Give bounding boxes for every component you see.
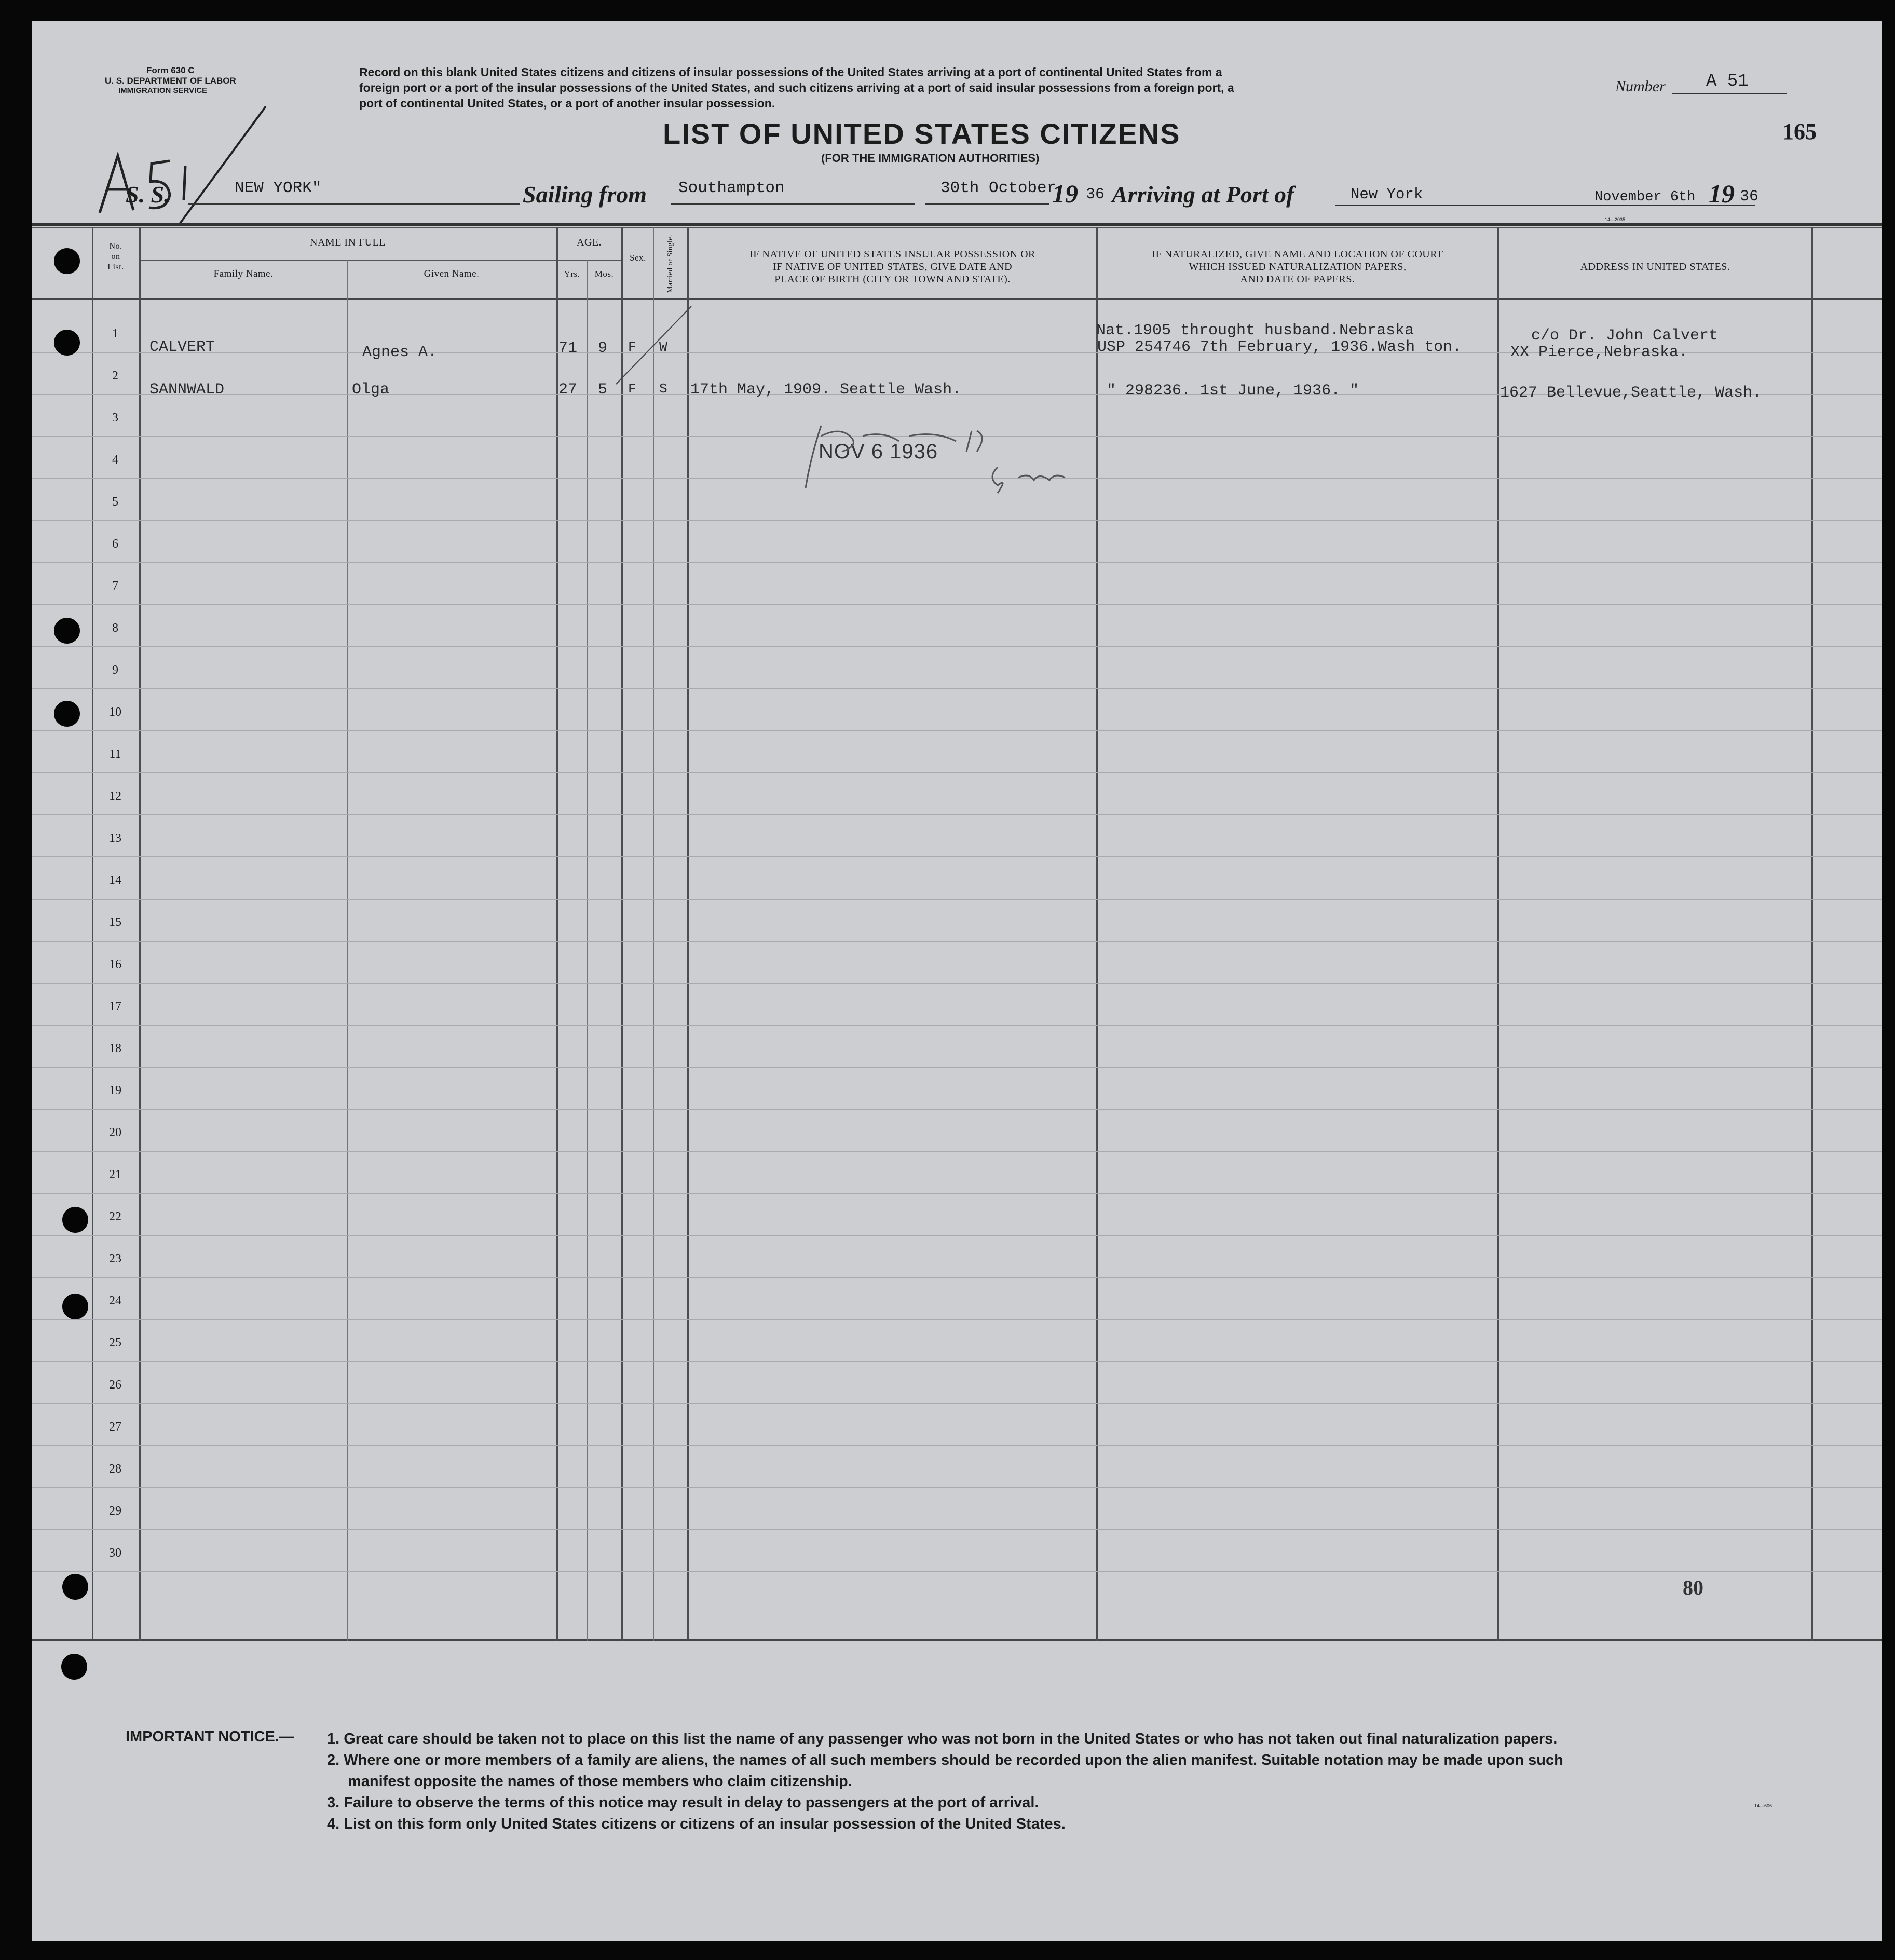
row-rule bbox=[32, 730, 1882, 731]
notice-items bbox=[327, 1728, 1563, 1835]
header-naturalized bbox=[1098, 248, 1497, 285]
header-sex: Sex. bbox=[630, 253, 646, 263]
col-rule bbox=[653, 227, 654, 1641]
header-family-name: Family Name. bbox=[213, 268, 274, 279]
signature-icon bbox=[780, 415, 1091, 519]
header-native bbox=[689, 248, 1096, 285]
age-subrule bbox=[557, 260, 622, 261]
header-married-text bbox=[666, 227, 675, 300]
header-text: IF NATIVE OF UNITED STATES, GIVE DATE AND bbox=[772, 261, 1013, 273]
header-age: AGE. bbox=[576, 237, 602, 248]
row-rule bbox=[32, 899, 1882, 900]
row-number: 12 bbox=[109, 790, 121, 803]
row-number: 10 bbox=[109, 705, 121, 719]
table-bottom-rule bbox=[32, 1639, 1882, 1641]
row-number: 2 bbox=[112, 369, 118, 383]
header-text: or Single. bbox=[666, 234, 674, 266]
manifest-page bbox=[32, 21, 1882, 1941]
row-rule bbox=[32, 1529, 1882, 1530]
col-rule bbox=[556, 227, 558, 1641]
table-top-rule bbox=[32, 223, 1882, 226]
notice-item: manifest opposite the names of those members who claim citizenship. bbox=[348, 1773, 852, 1790]
row2-family-name: SANNWALD bbox=[149, 381, 225, 399]
row-number: 28 bbox=[109, 1462, 121, 1476]
sailing-underline bbox=[671, 203, 915, 205]
row-number: 3 bbox=[112, 411, 118, 425]
row-rule bbox=[32, 562, 1882, 563]
row-rule bbox=[32, 1025, 1882, 1026]
row-rule bbox=[32, 1403, 1882, 1404]
row-rule bbox=[32, 941, 1882, 942]
ship-underline bbox=[188, 203, 520, 205]
row-rule bbox=[32, 646, 1882, 647]
punch-hole bbox=[54, 701, 80, 727]
arrival-year: 36 bbox=[1740, 188, 1759, 206]
row-number: 22 bbox=[109, 1210, 121, 1223]
row2-birth: 17th May, 1909. Seattle Wash. bbox=[690, 381, 962, 399]
row-rule bbox=[32, 1109, 1882, 1110]
notice-item: 3. Failure to observe the terms of this notice may result in delay to passengers at the port of arrival. bbox=[327, 1794, 1039, 1811]
header-address: ADDRESS IN UNITED STATES. bbox=[1580, 261, 1730, 273]
punch-hole bbox=[54, 330, 80, 356]
header-text: on bbox=[111, 252, 120, 261]
row-number: 23 bbox=[109, 1252, 121, 1265]
row2-marital: S bbox=[659, 381, 667, 397]
row-number: 13 bbox=[109, 832, 121, 845]
header-yrs: Yrs. bbox=[564, 269, 580, 279]
header-text: IF NATURALIZED, GIVE NAME AND LOCATION OF COURT bbox=[1152, 249, 1443, 260]
sailing-label: Sailing from bbox=[523, 181, 647, 208]
header-no bbox=[93, 241, 138, 273]
header-name-in-full: NAME IN FULL bbox=[310, 237, 386, 248]
row1-naturalization-1: Nat.1905 throught husband.Nebraska bbox=[1096, 322, 1414, 339]
row-rule bbox=[32, 1487, 1882, 1488]
header-mos: Mos. bbox=[594, 269, 614, 279]
instruction-line: Record on this blank United States citizens and citizens of insular possessions of the United States arriving at a port of continental United States from a bbox=[359, 65, 1222, 79]
form-number: Form 630 C bbox=[146, 65, 195, 75]
header-bottom-rule bbox=[32, 298, 1882, 300]
punch-hole bbox=[54, 248, 80, 274]
row2-mos: 5 bbox=[598, 381, 608, 399]
notice-label: IMPORTANT NOTICE.— bbox=[126, 1728, 294, 1745]
row1-marital: W bbox=[659, 339, 667, 355]
row1-mos: 9 bbox=[598, 339, 608, 357]
row-number: 20 bbox=[109, 1126, 121, 1139]
col-rule bbox=[1811, 227, 1813, 1641]
arriving-label: Arriving at Port of bbox=[1112, 181, 1294, 208]
page-title: LIST OF UNITED STATES CITIZENS bbox=[663, 117, 1181, 150]
instruction-line: port of continental United States, or a port of another insular possession. bbox=[359, 97, 775, 110]
year-prefix: 19 bbox=[1052, 179, 1078, 208]
row-rule bbox=[32, 1571, 1882, 1572]
punch-hole bbox=[62, 1574, 88, 1600]
row-rule bbox=[32, 983, 1882, 984]
row1-given-name: Agnes A. bbox=[362, 344, 438, 361]
port-underline bbox=[1335, 205, 1755, 206]
punch-hole bbox=[62, 1207, 88, 1233]
header-text: WHICH ISSUED NATURALIZATION PAPERS, bbox=[1189, 261, 1407, 273]
col-rule bbox=[1497, 227, 1499, 1641]
row1-yrs: 71 bbox=[558, 339, 578, 357]
row1-address-1: c/o Dr. John Calvert bbox=[1531, 327, 1719, 345]
arrival-date: November 6th bbox=[1594, 189, 1696, 205]
row-number: 4 bbox=[112, 453, 118, 467]
row-number: 15 bbox=[109, 916, 121, 929]
row2-naturalization: " 298236. 1st June, 1936. " bbox=[1107, 382, 1359, 400]
print-code-bottom: 14—606 bbox=[1754, 1803, 1773, 1808]
number-label: Number bbox=[1615, 78, 1666, 95]
row-rule bbox=[32, 1067, 1882, 1068]
row-number: 29 bbox=[109, 1504, 121, 1518]
row-rule bbox=[32, 1151, 1882, 1152]
col-rule bbox=[92, 227, 93, 1641]
row-rule bbox=[32, 772, 1882, 773]
row-rule bbox=[32, 1277, 1882, 1278]
col-rule bbox=[621, 227, 623, 1641]
arrival-year-prefix: 19 bbox=[1709, 179, 1735, 208]
col-rule bbox=[687, 227, 689, 1641]
row-number: 27 bbox=[109, 1420, 121, 1434]
row-number: 25 bbox=[109, 1336, 121, 1350]
row2-yrs: 27 bbox=[558, 381, 578, 399]
row-rule bbox=[32, 856, 1882, 857]
page-subtitle: (FOR THE IMMIGRATION AUTHORITIES) bbox=[821, 152, 1040, 165]
row-rule bbox=[32, 1319, 1882, 1320]
row1-sex: F bbox=[628, 339, 636, 355]
header-text: AND DATE OF PAPERS. bbox=[1240, 274, 1355, 285]
row-rule bbox=[32, 520, 1882, 521]
row-rule bbox=[32, 1235, 1882, 1236]
row-number: 5 bbox=[112, 495, 118, 509]
row-rule bbox=[32, 688, 1882, 689]
row2-address: 1627 Bellevue,Seattle, Wash. bbox=[1500, 384, 1762, 402]
department: U. S. DEPARTMENT OF LABOR bbox=[105, 76, 236, 86]
row-number: 8 bbox=[112, 621, 118, 635]
row-rule bbox=[32, 814, 1882, 815]
print-code: 14—2035 bbox=[1605, 217, 1626, 222]
ship-name: NEW YORK" bbox=[235, 179, 322, 197]
row1-address-2: XX Pierce,Nebraska. bbox=[1510, 344, 1688, 361]
name-subrule bbox=[140, 260, 602, 261]
row-number: 17 bbox=[109, 1000, 121, 1013]
col-rule bbox=[347, 260, 348, 1641]
row-rule bbox=[32, 1193, 1882, 1194]
row-number: 24 bbox=[109, 1294, 121, 1308]
header-text: Married bbox=[666, 267, 674, 293]
row-number: 11 bbox=[109, 747, 121, 761]
punch-hole bbox=[61, 1654, 87, 1680]
sailing-year: 36 bbox=[1086, 186, 1105, 203]
row-number: 7 bbox=[112, 579, 118, 593]
col-rule bbox=[587, 260, 588, 1641]
header-text: No. bbox=[109, 242, 122, 251]
row-rule bbox=[32, 1361, 1882, 1362]
sailing-date: 30th October bbox=[940, 179, 1057, 197]
check-mark-icon bbox=[614, 301, 697, 389]
header-text: List. bbox=[107, 263, 124, 271]
notice-item: 1. Great care should be taken not to place on this list the name of any passenger who was not born in the United States or who has not taken out final naturalization papers. bbox=[327, 1731, 1558, 1747]
handwritten-mark-icon bbox=[89, 104, 276, 234]
row-number: 19 bbox=[109, 1084, 121, 1097]
row-number: 9 bbox=[112, 663, 118, 677]
instruction-line: foreign port or a port of the insular possessions of the United States, and such citizens arriving at a port of said insular possessions from a foreign port, a bbox=[359, 81, 1234, 94]
row-number: 1 bbox=[112, 327, 118, 341]
row-rule bbox=[32, 1445, 1882, 1446]
number-value: A 51 bbox=[1706, 72, 1749, 91]
row1-naturalization-2: USP 254746 7th February, 1936.Wash ton. bbox=[1097, 338, 1462, 356]
row-number: 26 bbox=[109, 1378, 121, 1392]
tally: 80 bbox=[1683, 1576, 1703, 1599]
row-number: 6 bbox=[112, 537, 118, 551]
header-given-name: Given Name. bbox=[424, 268, 480, 279]
date-underline bbox=[925, 203, 1049, 205]
row-number: 30 bbox=[109, 1546, 121, 1560]
row-rule bbox=[32, 604, 1882, 605]
table-top-rule-2 bbox=[32, 227, 1882, 228]
sailing-from: Southampton bbox=[678, 179, 785, 197]
notice-item: 4. List on this form only United States citizens or citizens of an insular possession of the United States. bbox=[327, 1816, 1066, 1832]
arriving-port: New York bbox=[1351, 186, 1423, 203]
col-rule bbox=[1096, 227, 1098, 1641]
row1-family-name: CALVERT bbox=[149, 338, 215, 356]
notice-item: 2. Where one or more members of a family are aliens, the names of all such members should be recorded upon the alien manifest. Suitable notation may be made upon such bbox=[327, 1752, 1563, 1768]
service: IMMIGRATION SERVICE bbox=[118, 86, 208, 95]
number-underline bbox=[1672, 93, 1787, 94]
header-text: PLACE OF BIRTH (CITY OR TOWN AND STATE). bbox=[774, 274, 1011, 285]
row-number: 21 bbox=[109, 1168, 121, 1181]
punch-hole bbox=[62, 1294, 88, 1319]
col-rule bbox=[139, 227, 141, 1641]
row-number: 14 bbox=[109, 874, 121, 887]
row-number: 18 bbox=[109, 1042, 121, 1055]
row-number: 16 bbox=[109, 958, 121, 971]
row2-sex: F bbox=[628, 381, 636, 397]
punch-hole bbox=[54, 618, 80, 644]
header-text: IF NATIVE OF UNITED STATES INSULAR POSSESSION OR bbox=[749, 249, 1035, 260]
row2-given-name: Olga bbox=[352, 381, 390, 399]
stamp-date: NOV 6 1936 bbox=[819, 440, 938, 463]
ss-label: S. S. bbox=[126, 181, 170, 208]
page-number: 165 bbox=[1782, 119, 1817, 144]
instructions bbox=[359, 64, 1234, 111]
